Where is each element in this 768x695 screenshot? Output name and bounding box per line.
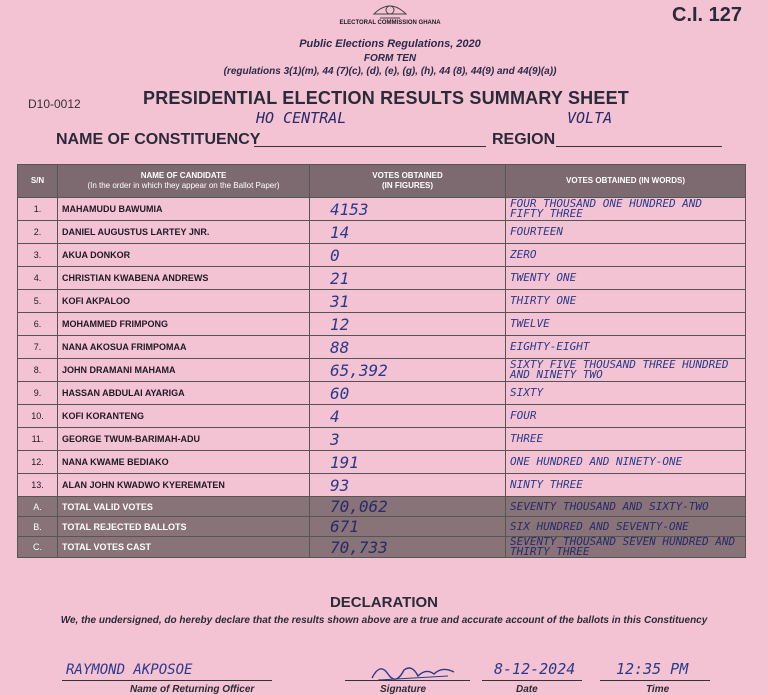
candidate-row [18, 359, 746, 382]
votes-words: SEVENTY THOUSAND SEVEN HUNDRED AND THIRTY THREE [506, 537, 746, 558]
candidate-row [18, 382, 746, 405]
candidate-name: TOTAL VOTES CAST [58, 537, 310, 558]
date-caption: Date [516, 684, 538, 695]
candidate-name: MOHAMMED FRIMPONG [58, 313, 310, 336]
votes-words: TWELVE [506, 313, 746, 336]
row-sn: 10. [18, 405, 58, 428]
votes-figures: 93 [310, 474, 506, 497]
votes-words: FOUR [506, 405, 746, 428]
declaration-heading: DECLARATION [329, 594, 439, 611]
votes-figures: 3 [310, 428, 506, 451]
page-title: PRESIDENTIAL ELECTION RESULTS SUMMARY SHEET [143, 88, 629, 108]
candidate-name: GEORGE TWUM-BARIMAH-ADU [58, 428, 310, 451]
candidate-name: CHRISTIAN KWABENA ANDREWS [58, 267, 310, 290]
votes-words: TWENTY ONE [506, 267, 746, 290]
row-sn: 4. [18, 267, 58, 290]
table-header-row [18, 165, 746, 198]
candidate-row [18, 290, 746, 313]
votes-figures: 0 [310, 244, 506, 267]
constituency-label: NAME OF CONSTITUENCY [56, 131, 261, 148]
commission-name: ELECTORAL COMMISSION GHANA [339, 20, 441, 26]
row-sn: 11. [18, 428, 58, 451]
row-sn: 5. [18, 290, 58, 313]
row-sn: C. [18, 537, 58, 558]
votes-figures: 31 [310, 290, 506, 313]
votes-figures: 88 [310, 336, 506, 359]
row-sn: B. [18, 517, 58, 537]
candidate-row [18, 428, 746, 451]
header-words: VOTES OBTAINED (IN WORDS) [506, 165, 746, 198]
votes-words: FOURTEEN [506, 221, 746, 244]
candidate-name: AKUA DONKOR [58, 244, 310, 267]
row-sn: 9. [18, 382, 58, 405]
row-sn: 13. [18, 474, 58, 497]
candidate-row [18, 474, 746, 497]
votes-figures: 12 [310, 313, 506, 336]
constituency-underline [254, 146, 486, 147]
total-row [18, 517, 746, 537]
region-value: VOLTA [567, 109, 613, 127]
candidate-row [18, 198, 746, 221]
candidate-row [18, 267, 746, 290]
row-sn: 3. [18, 244, 58, 267]
candidate-row [18, 336, 746, 359]
votes-words: SIX HUNDRED AND SEVENTY-ONE [506, 517, 746, 537]
candidate-name: KOFI AKPALOO [58, 290, 310, 313]
candidate-row [18, 221, 746, 244]
candidate-name: JOHN DRAMANI MAHAMA [58, 359, 310, 382]
votes-figures: 21 [310, 267, 506, 290]
candidate-name: NANA KWAME BEDIAKO [58, 451, 310, 474]
candidate-row [18, 244, 746, 267]
header-sn: S/N [18, 165, 58, 198]
returning-officer-name: RAYMOND AKPOSOE [66, 662, 193, 678]
header-figures [310, 165, 506, 198]
candidate-name: MAHAMUDU BAWUMIA [58, 198, 310, 221]
votes-figures: 60 [310, 382, 506, 405]
votes-figures: 70,733 [310, 537, 506, 558]
votes-words: THREE [506, 428, 746, 451]
candidate-name: ALAN JOHN KWADWO KYEREMATEN [58, 474, 310, 497]
ci-number: C.I. 127 [672, 4, 743, 26]
votes-words: FOUR THOUSAND ONE HUNDRED AND FIFTY THREE [506, 198, 746, 221]
candidate-name: HASSAN ABDULAI AYARIGA [58, 382, 310, 405]
votes-figures: 4153 [310, 198, 506, 221]
candidate-row [18, 451, 746, 474]
declaration-statement: We, the undersigned, do hereby declare that the results shown above are a true and accurate account of the ballots in this Constituency [60, 615, 708, 626]
results-table [17, 164, 746, 558]
header-figures-title: VOTES OBTAINED [372, 171, 443, 180]
date-value: 8-12-2024 [494, 660, 576, 678]
candidate-row [18, 313, 746, 336]
row-sn: 2. [18, 221, 58, 244]
form-name: FORM TEN [363, 53, 417, 64]
form-serial: D10-0012 [28, 97, 81, 111]
candidate-name: KOFI KORANTENG [58, 405, 310, 428]
votes-words: EIGHTY-EIGHT [506, 336, 746, 359]
votes-figures: 70,062 [310, 497, 506, 517]
header-candidate [58, 165, 310, 198]
row-sn: 8. [18, 359, 58, 382]
region-underline [556, 146, 722, 147]
votes-words: SEVENTY THOUSAND AND SIXTY-TWO [506, 497, 746, 517]
candidate-name: DANIEL AUGUSTUS LARTEY JNR. [58, 221, 310, 244]
header-candidate-sub: (In the order in which they appear on the Ballot Paper) [87, 181, 280, 190]
votes-figures: 4 [310, 405, 506, 428]
candidate-name: NANA AKOSUA FRIMPOMAA [58, 336, 310, 359]
constituency-value: HO CENTRAL [256, 109, 347, 127]
total-row [18, 537, 746, 558]
candidate-row [18, 405, 746, 428]
signature-caption: Signature [380, 684, 427, 695]
row-sn: 1. [18, 198, 58, 221]
votes-figures: 191 [310, 451, 506, 474]
signature-line [345, 680, 470, 681]
regulations-list: (regulations 3(1)(m), 44 (7)(c), (d), (e), (g), (h), 44 (8), 44(9) and 44(9)(a)) [223, 66, 557, 77]
time-value: 12:35 PM [616, 660, 689, 678]
votes-figures: 671 [310, 517, 506, 537]
time-line [600, 680, 710, 681]
row-sn: 12. [18, 451, 58, 474]
header-candidate-title: NAME OF CANDIDATE [140, 171, 227, 180]
regulations-title: Public Elections Regulations, 2020 [299, 38, 481, 50]
candidate-name: TOTAL REJECTED BALLOTS [58, 517, 310, 537]
coat-of-arms-emblem [368, 0, 412, 22]
votes-figures: 65,392 [310, 359, 506, 382]
officer-caption: Name of Returning Officer [130, 684, 255, 695]
date-line [482, 680, 582, 681]
row-sn: A. [18, 497, 58, 517]
header-figures-sub: (IN FIGURES) [381, 181, 434, 190]
votes-words: THIRTY ONE [506, 290, 746, 313]
votes-words: NINTY THREE [506, 474, 746, 497]
row-sn: 7. [18, 336, 58, 359]
row-sn: 6. [18, 313, 58, 336]
votes-figures: 14 [310, 221, 506, 244]
votes-words: SIXTY FIVE THOUSAND THREE HUNDRED AND NINETY TWO [506, 359, 746, 382]
total-row [18, 497, 746, 517]
votes-words: ZERO [506, 244, 746, 267]
time-caption: Time [646, 684, 670, 695]
officer-name-line [62, 680, 272, 681]
votes-words: ONE HUNDRED AND NINETY-ONE [506, 451, 746, 474]
votes-words: SIXTY [506, 382, 746, 405]
region-label: REGION [492, 131, 556, 148]
candidate-name: TOTAL VALID VOTES [58, 497, 310, 517]
